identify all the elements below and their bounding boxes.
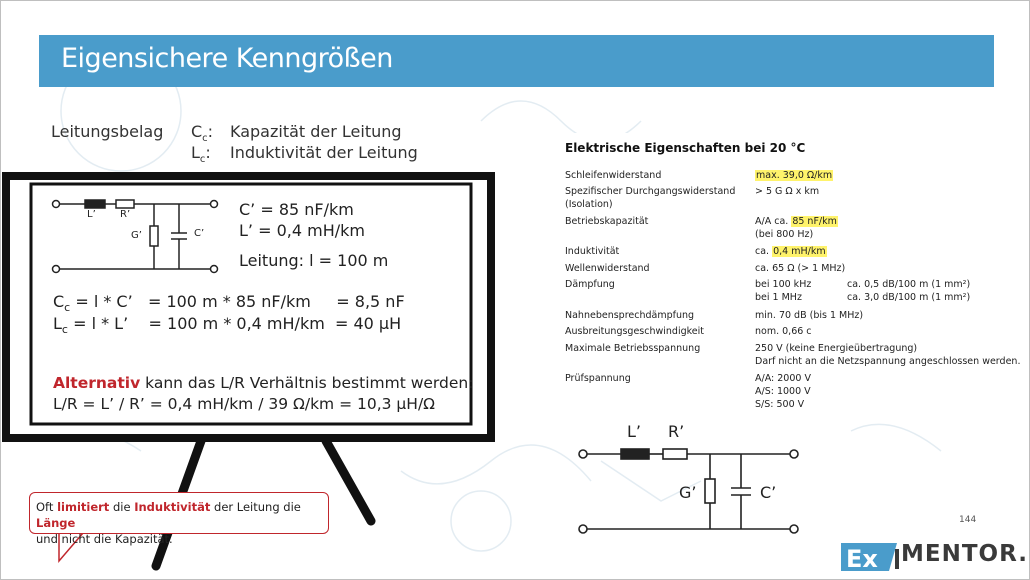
- page-title: Eigensichere Kenngrößen: [61, 43, 393, 74]
- datasheet-row-value-cont: Darf nicht an die Netzspannung angeschlossen werden.: [755, 356, 1021, 367]
- datasheet-row-name: Betriebskapazität: [565, 216, 649, 227]
- board-circuit-label-r: R’: [120, 209, 131, 220]
- circuit-label-l: L’: [627, 422, 641, 441]
- circuit-label-r: R’: [668, 422, 685, 441]
- datasheet-row-name: Schleifenwiderstand: [565, 170, 662, 181]
- datasheet-row-name: Ausbreitungsgeschwindigkeit: [565, 326, 704, 337]
- datasheet-row-value: > 5 G Ω x km: [755, 186, 820, 197]
- datasheet-row-name: Nahnebensprechdämpfung: [565, 310, 695, 321]
- board-circuit-label-c: C’: [194, 228, 205, 239]
- leitung-length: Leitung: l = 100 m: [239, 251, 389, 270]
- l-prime-value: L’ = 0,4 mH/km: [239, 221, 365, 240]
- datasheet-row-name: Wellenwiderstand: [565, 263, 650, 274]
- board-circuit-label-l: L’: [87, 209, 96, 220]
- datasheet-row-value: bei 100 kHz: [755, 279, 812, 290]
- datasheet-row-value: ca. 0,4 mH/km: [755, 246, 826, 257]
- datasheet-row-value: nom. 0,66 c: [755, 326, 812, 337]
- capacitance-symbol: $C_c$:: [191, 122, 214, 145]
- board-circuit-label-g: G’: [131, 230, 142, 241]
- callout-box: [29, 492, 329, 546]
- datasheet-row-value-cont: bei 1 MHz: [755, 292, 802, 303]
- inductance-symbol: $L_c$:: [191, 143, 211, 166]
- datasheet-row-value-cont: (bei 800 Hz): [755, 229, 814, 240]
- datasheet-row-name: Prüfspannung: [565, 373, 631, 384]
- datasheet-title: Elektrische Eigenschaften bei 20 °C: [565, 141, 806, 155]
- datasheet-row-value: A/A: 2000 V: [755, 373, 811, 384]
- datasheet-row-value: min. 70 dB (bis 1 MHz): [755, 310, 864, 321]
- datasheet-row-value: ca. 65 Ω (> 1 MHz): [755, 263, 846, 274]
- circuit-label-c: C’: [760, 483, 777, 502]
- circuit-label-g: G’: [679, 483, 697, 502]
- datasheet-row-value: max. 39,0 Ω/km: [756, 170, 833, 181]
- alternativ-line: Alternativ kann das L/R Verhältnis bestimmt werden:: [53, 374, 474, 392]
- cc-formula: $C_c = l * C$’ = 100 m * 85 nF/km = 8,5 nF: [53, 292, 405, 315]
- svg-text:Ex: Ex: [846, 545, 878, 573]
- capacitance-description: Kapazität der Leitung: [230, 122, 402, 141]
- alternativ-word: Alternativ: [53, 374, 141, 392]
- datasheet-row-value: 250 V (keine Energieübertragung): [755, 343, 918, 354]
- leitungsbelag-label: Leitungsbelag: [51, 122, 164, 141]
- c-prime-value: C’ = 85 nF/km: [239, 200, 354, 219]
- callout-text: Oft limitiert die Induktivität der Leitung die Länge und nicht die Kapazität.: [36, 500, 301, 546]
- datasheet-row-name: Maximale Betriebsspannung: [565, 343, 701, 354]
- inductance-description: Induktivität der Leitung: [230, 143, 418, 162]
- lr-formula: L/R = L’ / R’ = 0,4 mH/km / 39 Ω/km = 10,3 µH/Ω: [53, 395, 436, 413]
- page-number: 144: [959, 515, 977, 525]
- datasheet-row-value: A/A ca. 85 nF/km: [755, 216, 837, 227]
- lc-formula: $L_c = l * L$’ = 100 m * 0,4 mH/km = 40 µH: [53, 314, 402, 337]
- datasheet-row-name: Dämpfung: [565, 279, 615, 290]
- datasheet-row-value-b: ca. 0,5 dB/100 m (1 mm²): [847, 279, 971, 290]
- datasheet-row-name: Spezifischer Durchgangswiderstand: [565, 186, 736, 197]
- logo-text: MENTOR.: [901, 541, 1028, 567]
- datasheet-row-name-cont: (Isolation): [565, 199, 613, 210]
- datasheet-row-name: Induktivität: [565, 246, 620, 257]
- datasheet-row-value-cont: S/S: 500 V: [755, 399, 805, 410]
- datasheet-row-value-cont-b: ca. 3,0 dB/100 m (1 mm²): [847, 292, 971, 303]
- datasheet-row-value-cont: A/S: 1000 V: [755, 386, 811, 397]
